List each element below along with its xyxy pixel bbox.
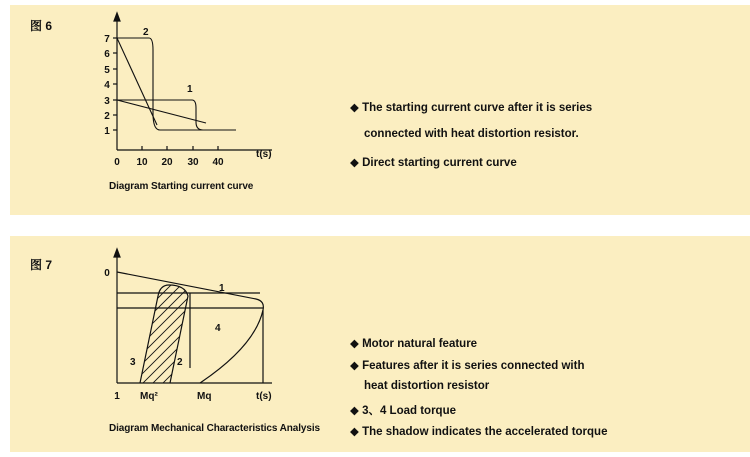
- fig7-region-2-label: 2: [177, 357, 183, 368]
- fig6-curve-1-label: 1: [187, 84, 193, 95]
- fig6-xtick-10: 10: [136, 157, 148, 168]
- fig6-xtick-40: 40: [212, 157, 224, 168]
- figure6-label: 图 6: [30, 19, 53, 33]
- figure7-label: 图 7: [30, 258, 53, 272]
- fig6-xtick-0: 0: [114, 157, 120, 168]
- fig6-ytick-4: 4: [104, 80, 110, 91]
- fig6-bullet-1-cont: connected with heat distortion resistor.: [364, 128, 579, 140]
- fig7-region-4-label: 4: [215, 323, 221, 334]
- fig6-ytick-5: 5: [104, 65, 110, 76]
- fig6-ytick-7: 7: [104, 34, 110, 45]
- fig6-ytick-6: 6: [104, 49, 110, 60]
- fig7-bullet-3: ◆ 3、4 Load torque: [350, 405, 456, 417]
- figure7-panel: [10, 236, 750, 452]
- fig7-curve-mq2-left: [140, 285, 169, 383]
- fig6-ytick-3: 3: [104, 96, 110, 107]
- fig6-x-axis-label: t(s): [256, 149, 272, 160]
- fig6-ytick-1: 1: [104, 126, 110, 137]
- fig6-ytick-2: 2: [104, 111, 110, 122]
- fig7-x-origin-label: 1: [114, 391, 120, 402]
- fig7-bullet-1: ◆ Motor natural feature: [350, 338, 478, 350]
- fig7-y-origin-label: 0: [104, 268, 110, 279]
- fig6-curve-2: [117, 38, 236, 130]
- fig7-bullet-4: ◆ The shadow indicates the accelerated torque: [350, 426, 608, 438]
- fig6-xtick-30: 30: [187, 157, 199, 168]
- fig6-curve-2-label: 2: [143, 27, 149, 38]
- fig6-diagonal-b: [117, 100, 206, 123]
- fig6-y-arrow: [114, 13, 120, 21]
- fig7-x-axis-label: t(s): [256, 391, 272, 402]
- fig7-bullet-2: ◆ Features after it is series connected with: [350, 360, 585, 372]
- fig7-region-1-label: 1: [219, 283, 225, 294]
- fig7-y-arrow: [114, 249, 120, 257]
- fig6-xtick-20: 20: [161, 157, 173, 168]
- fig6-bullet-2: ◆ Direct starting current curve: [350, 157, 517, 169]
- fig7-bullet-2-cont: heat distortion resistor: [364, 380, 490, 392]
- figure7-caption: Diagram Mechanical Characteristics Analysis: [109, 423, 320, 434]
- figure6-caption: Diagram Starting current curve: [109, 181, 254, 192]
- figure6-panel: [10, 5, 750, 215]
- fig7-mq2-label: Mq²: [140, 391, 158, 402]
- fig7-region-3-label: 3: [130, 357, 136, 368]
- fig7-curve-mq: [200, 310, 263, 383]
- fig6-bullet-1: ◆ The starting current curve after it is series: [350, 102, 593, 114]
- fig6-diagonal-a: [117, 38, 157, 125]
- fig7-mq-label: Mq: [197, 391, 212, 402]
